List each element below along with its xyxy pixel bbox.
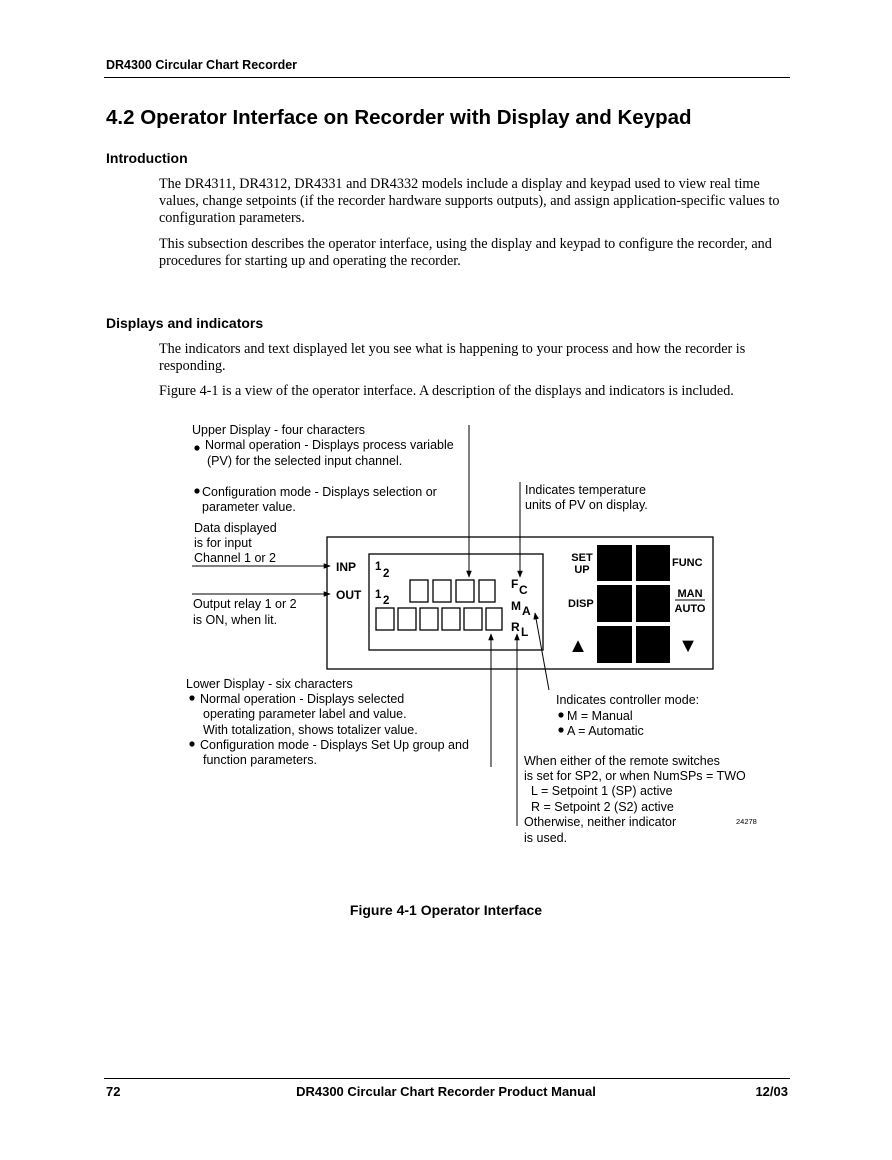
bullet-icon xyxy=(558,727,563,732)
controller-mode-automatic: A = Automatic xyxy=(567,724,644,738)
lower-config-line-1: Configuration mode - Displays Set Up group and xyxy=(200,738,469,752)
up-arrow-icon: ▲ xyxy=(568,635,588,657)
indicator-l: L xyxy=(521,625,529,639)
displays-heading: Displays and indicators xyxy=(106,315,264,331)
man-auto-key[interactable] xyxy=(636,585,670,622)
introduction-heading: Introduction xyxy=(106,150,188,166)
upper-digit xyxy=(456,580,474,602)
output-relay-line-2: is ON, when lit. xyxy=(193,613,278,627)
temp-units-line-2: units of PV on display. xyxy=(525,498,648,512)
func-key[interactable] xyxy=(636,545,670,581)
remote-line-6: is used. xyxy=(524,831,568,845)
inp-channel-2: 2 xyxy=(383,568,390,580)
lower-digit xyxy=(486,608,502,630)
remote-line-5: Otherwise, neither indicator xyxy=(524,815,677,829)
up-key[interactable] xyxy=(597,626,632,663)
footer-rule xyxy=(104,1078,790,1079)
inp-label: INP xyxy=(336,560,357,574)
func-label: FUNC xyxy=(672,557,703,569)
footer-page-number: 72 xyxy=(106,1084,121,1099)
out-label: OUT xyxy=(336,588,362,602)
remote-line-2: is set for SP2, or when NumSPs = TWO xyxy=(524,769,746,783)
auto-label: AUTO xyxy=(674,603,706,615)
bullet-icon xyxy=(189,695,194,700)
upper-digit xyxy=(410,580,428,602)
temp-units-line-1: Indicates temperature xyxy=(525,483,646,497)
disp-label: DISP xyxy=(568,598,594,610)
upper-display-title: Upper Display - four characters xyxy=(192,423,365,437)
down-key[interactable] xyxy=(636,626,670,663)
figure-caption: Figure 4-1 Operator Interface xyxy=(349,902,543,918)
remote-line-3: L = Setpoint 1 (SP) active xyxy=(531,784,673,798)
figure-id: 24278 xyxy=(736,817,757,826)
introduction-paragraph-1: The DR4311, DR4312, DR4331 and DR4332 models include a display and keypad used to view real time values, change setpoints (if the recorder hardware supports outputs), and assign application-specific values to configuration parameters. xyxy=(159,176,780,226)
indicator-r: R xyxy=(511,620,520,634)
inp-channel-1: 1 xyxy=(375,561,382,573)
controller-mode-manual: M = Manual xyxy=(567,709,633,723)
setup-label-line-1: SET xyxy=(571,552,593,564)
lower-digit xyxy=(442,608,460,630)
lower-normal-line-2: operating parameter label and value. xyxy=(203,707,407,721)
indicator-c: C xyxy=(519,583,528,597)
upper-digit xyxy=(433,580,451,602)
section-title: 4.2 Operator Interface on Recorder with Display and Keypad xyxy=(106,106,692,129)
setup-label-line-2: UP xyxy=(574,564,590,576)
running-header: DR4300 Circular Chart Recorder xyxy=(106,58,298,72)
upper-normal-line-2: (PV) for the selected input channel. xyxy=(207,454,403,468)
lower-digit xyxy=(376,608,394,630)
lower-config-line-2: function parameters. xyxy=(203,753,317,767)
man-label: MAN xyxy=(677,588,703,600)
out-channel-2: 2 xyxy=(383,595,390,607)
upper-digit xyxy=(479,580,495,602)
lower-normal-line-3: With totalization, shows totalizer value. xyxy=(203,723,418,737)
upper-config-line-2: parameter value. xyxy=(202,500,296,514)
data-displayed-line-2: is for input xyxy=(194,536,252,550)
footer-date: 12/03 xyxy=(755,1084,788,1099)
lower-normal-line-1: Normal operation - Displays selected xyxy=(200,692,405,706)
indicator-a: A xyxy=(522,604,531,618)
lower-digit xyxy=(464,608,482,630)
indicator-m: M xyxy=(511,599,521,613)
remote-line-4: R = Setpoint 2 (S2) active xyxy=(531,800,674,814)
remote-line-1: When either of the remote switches xyxy=(524,754,720,768)
data-displayed-line-3: Channel 1 or 2 xyxy=(194,551,277,565)
data-displayed-line-1: Data displayed xyxy=(194,521,277,535)
down-arrow-icon: ▼ xyxy=(678,635,698,657)
setup-key[interactable] xyxy=(597,545,632,581)
lower-digit xyxy=(398,608,416,630)
indicator-f: F xyxy=(511,577,519,591)
displays-paragraph-1: The indicators and text displayed let you see what is happening to your process and how the recorder is responding. xyxy=(159,341,746,374)
bullet-icon xyxy=(194,488,199,493)
introduction-paragraph-2: This subsection describes the operator interface, using the display and keypad to configure the recorder, and procedures for starting up and operating the recorder. xyxy=(159,236,772,269)
output-relay-line-1: Output relay 1 or 2 xyxy=(193,597,297,611)
lower-digit xyxy=(420,608,438,630)
upper-config-line-1: Configuration mode - Displays selection or xyxy=(202,485,437,499)
bullet-icon xyxy=(558,712,563,717)
displays-paragraph-2: Figure 4-1 is a view of the operator interface. A description of the displays and indicators is included. xyxy=(159,383,734,399)
bullet-icon xyxy=(194,445,199,450)
lower-display-title: Lower Display - six characters xyxy=(186,677,353,691)
footer-manual-title: DR4300 Circular Chart Recorder Product Manual xyxy=(296,1084,596,1099)
disp-key[interactable] xyxy=(597,585,632,622)
bullet-icon xyxy=(189,741,194,746)
out-channel-1: 1 xyxy=(375,589,382,601)
controller-mode-title: Indicates controller mode: xyxy=(556,693,700,707)
controller-mode-leader xyxy=(535,613,549,690)
upper-normal-line-1: Normal operation - Displays process variable xyxy=(205,438,454,452)
